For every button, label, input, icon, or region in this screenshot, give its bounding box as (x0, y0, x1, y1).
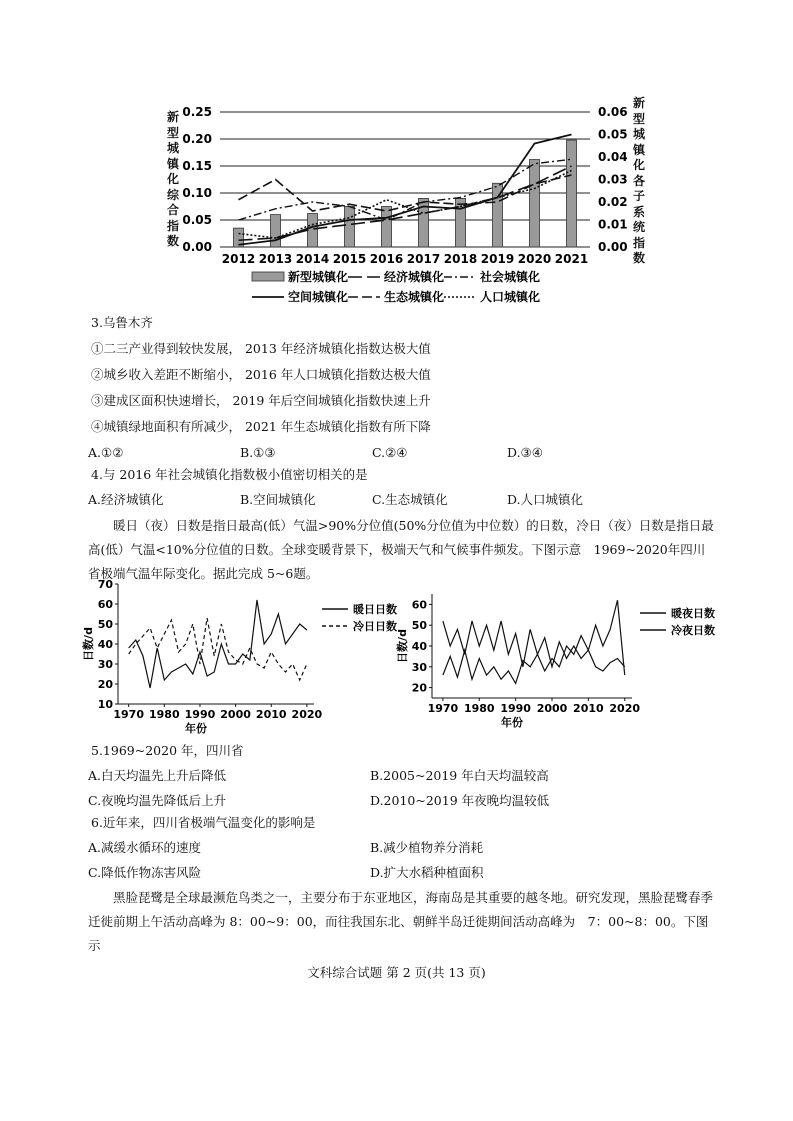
chart3-y-tick: 20 (411, 681, 427, 695)
chart1-x-tick: 2017 (406, 252, 441, 266)
chart1-left-tick: 0.05 (182, 213, 212, 227)
chart1-right-tick: 0.05 (598, 127, 628, 142)
chart3-series-line (443, 621, 625, 671)
q3-item-2: ②城乡收入差距不断缩小， 2016 年人口城镇化指数达极大值 (91, 367, 431, 382)
q5-option-a[interactable]: A.白天均温先上升后降低 (88, 768, 227, 783)
chart1-right-tick: 0.06 (598, 105, 628, 119)
chart2-y-tick: 70 (97, 578, 113, 591)
chart1-bar (345, 207, 355, 248)
chart3-y-tick: 30 (411, 660, 427, 674)
chart1-x-tick: 2013 (258, 252, 293, 266)
chart2-x-tick: 2020 (291, 708, 323, 721)
chart3-x-tick: 1990 (500, 702, 531, 715)
chart1-bar (530, 160, 540, 247)
chart1-right-tick: 0.03 (598, 172, 628, 187)
chart2-legend-label: 暖日日数 (353, 603, 397, 616)
chart3-y-tick: 60 (411, 598, 427, 612)
chart2-x-tick: 2010 (255, 708, 287, 721)
chart2 (82, 576, 426, 741)
chart1-bar (271, 215, 281, 247)
chart1-bar (567, 140, 577, 247)
q3-item-3: ③建成区面积快速增长， 2019 年后空间城镇化指数快速上升 (91, 393, 431, 408)
chart1-bar (382, 207, 392, 248)
q4-option-a[interactable]: A.经济城镇化 (88, 492, 164, 507)
q3-option-d[interactable]: D.③④ (507, 445, 543, 460)
chart1-x-tick: 2018 (443, 252, 478, 266)
chart3 (396, 590, 732, 740)
chart1-legend-label: 社会城镇化 (480, 270, 541, 284)
chart1-right-tick: 0.01 (598, 217, 628, 232)
chart2-y-tick: 40 (97, 638, 113, 651)
q3-stem: 3.乌鲁木齐 (91, 315, 153, 330)
chart1-left-tick: 0.00 (182, 240, 212, 254)
chart1-bar (308, 214, 318, 247)
chart1-legend-label: 经济城镇化 (384, 270, 445, 284)
chart1-left-tick: 0.10 (182, 186, 212, 200)
q6-option-b[interactable]: B.减少植物养分消耗 (370, 840, 484, 855)
chart1-left-tick: 0.25 (182, 105, 212, 119)
chart1-legend-label: 新型城镇化 (288, 270, 349, 284)
q5-stem: 5.1969~2020 年，四川省 (91, 743, 244, 758)
chart1 (180, 96, 630, 316)
q3-option-c[interactable]: C.②④ (372, 445, 408, 460)
chart2-x-tick: 1970 (113, 708, 145, 721)
chart1-series-line (239, 171, 572, 239)
chart1-series-line (239, 166, 572, 240)
chart2-x-tick: 2000 (220, 708, 251, 721)
chart1-left-tick: 0.15 (182, 159, 212, 173)
q4-option-d[interactable]: D.人口城镇化 (507, 492, 584, 507)
q3-item-4: ④城镇绿地面积有所减少， 2021 年生态城镇化指数有所下降 (91, 419, 431, 434)
chart1-right-tick: 0.04 (598, 150, 628, 164)
chart3-x-axis-label: 年份 (501, 716, 523, 729)
q3-option-b[interactable]: B.①③ (240, 445, 276, 460)
chart2-y-tick: 50 (97, 618, 113, 631)
chart3-x-tick: 1970 (427, 702, 459, 715)
chart2-legend-label: 冷日日数 (353, 620, 397, 633)
intro-black-faced-spoonbill: 黑脸琵鹭是全球最濒危鸟类之一，主要分布于东亚地区，海南岛是其重要的越冬地。研究发现，黑脸琵鹭春季迁徙前期上午活动高峰为 8：00~9：00，而往我国东北、朝鲜半岛迁徙期间活动高峰为 7：00~8：00。下图示 (88, 890, 714, 953)
q5-option-c[interactable]: C.夜晚均温先降低后上升 (88, 793, 227, 808)
chart3-y-tick: 50 (411, 619, 427, 633)
chart3-legend-label: 冷夜日数 (671, 624, 715, 637)
chart2-y-tick: 30 (97, 658, 113, 671)
chart1-right-tick: 0.02 (598, 195, 628, 209)
chart1-x-tick: 2015 (332, 252, 367, 266)
q5-option-d[interactable]: D.2010~2019 年夜晚均温较低 (370, 793, 550, 808)
chart3-x-tick: 2020 (609, 702, 641, 715)
chart3-x-tick: 2010 (573, 702, 604, 715)
chart1-legend-label: 空间城镇化 (288, 290, 349, 304)
chart1-x-tick: 2012 (221, 252, 256, 266)
chart1-right-axis-label: 新型城镇化各子系统指数 (632, 96, 645, 265)
chart2-y-tick: 60 (97, 598, 113, 611)
q3-item-1: ①二三产业得到较快发展， 2013 年经济城镇化指数达极大值 (91, 341, 431, 356)
chart3-y-tick: 40 (411, 640, 427, 653)
intro-extreme-temperature: 暖日（夜）日数是指日最高(低）气温>90%分位值(50%分位值为中位数）的日数，冷日（夜）日数是指日最高(低）气温<10%分位值的日数。全球变暖背景下，极端天气和气候事件频发。下图示意 1969~2020年四川省极端气温年际变化。据此完成 5~6题。 (88, 518, 714, 581)
chart3-y-axis-label: 日数/d (396, 629, 409, 663)
chart1-legend-swatch (252, 272, 284, 281)
q4-option-b[interactable]: B.空间城镇化 (240, 492, 316, 507)
chart2-series-line (129, 618, 307, 680)
q4-stem: 4.与 2016 年社会城镇化指数极小值密切相关的是 (91, 467, 368, 482)
chart1-x-tick: 2019 (480, 252, 515, 266)
q6-option-d[interactable]: D.扩大水稻种植面积 (370, 865, 484, 880)
chart1-legend-label: 生态城镇化 (384, 290, 445, 304)
chart1-legend-label: 人口城镇化 (480, 290, 541, 304)
chart2-x-tick: 1980 (149, 708, 180, 721)
q6-option-a[interactable]: A.减缓水循环的速度 (88, 840, 202, 855)
q4-option-c[interactable]: C.生态城镇化 (372, 492, 448, 507)
chart2-y-tick: 10 (97, 698, 113, 711)
q6-stem: 6.近年来，四川省极端气温变化的影响是 (91, 815, 316, 830)
q6-option-c[interactable]: C.降低作物冻害风险 (88, 865, 202, 880)
chart3-x-tick: 2000 (536, 702, 568, 715)
chart1-left-tick: 0.20 (182, 132, 212, 146)
q5-option-b[interactable]: B.2005~2019 年白天均温较高 (370, 768, 549, 783)
chart1-left-axis-label: 新型城镇化综合指数 (166, 110, 179, 248)
chart2-x-tick: 1990 (184, 708, 216, 721)
chart3-legend-label: 暖夜日数 (671, 607, 715, 620)
chart2-x-axis-label: 年份 (185, 722, 207, 735)
chart3-x-tick: 1980 (463, 702, 495, 715)
chart1-x-tick: 2014 (295, 252, 330, 266)
chart1-x-tick: 2021 (554, 252, 589, 266)
chart1-right-tick: 0.00 (598, 240, 628, 254)
q3-option-a[interactable]: A.①② (88, 445, 124, 460)
page-footer: 文科综合试题 第 2 页(共 13 页) (307, 965, 486, 980)
chart1-x-tick: 2016 (369, 252, 404, 266)
chart1-x-tick: 2020 (517, 252, 552, 266)
chart2-y-tick: 20 (97, 678, 113, 691)
chart2-y-axis-label: 日数/d (82, 627, 95, 661)
